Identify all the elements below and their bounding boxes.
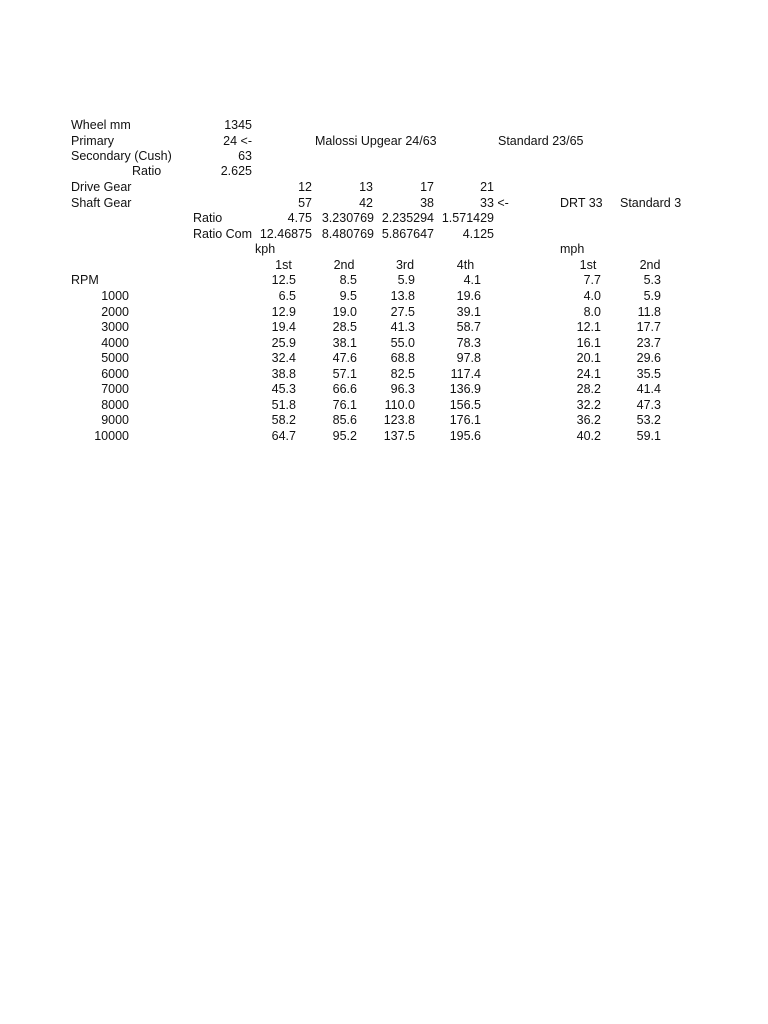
kph-cell: 156.5 — [449, 398, 481, 412]
rpm-row-kph-cell: 4.1 — [463, 273, 481, 287]
shaft-gear-cell: 57 — [298, 196, 312, 210]
rpm-value: 5000 — [101, 351, 129, 365]
kph-cell: 195.6 — [449, 429, 481, 443]
kph-cell: 78.3 — [456, 336, 481, 350]
secondary-value: 63 — [238, 149, 252, 163]
mph-cell: 41.4 — [636, 382, 661, 396]
kph-header-4th: 4th — [456, 258, 475, 272]
kph-cell: 19.6 — [456, 289, 481, 303]
kph-header-1st: 1st — [275, 258, 292, 272]
kph-cell: 19.4 — [271, 320, 296, 334]
rpm-value: 4000 — [101, 336, 129, 350]
gear-ratio-cell: 1.571429 — [441, 211, 494, 225]
mph-cell: 16.1 — [576, 336, 601, 350]
ratio-com-cell: 4.125 — [462, 227, 494, 241]
mph-cell: 53.2 — [636, 413, 661, 427]
rpm-row-mph-cell: 5.3 — [643, 273, 661, 287]
ratio-com-label: Ratio Com — [193, 227, 253, 241]
kph-cell: 45.3 — [271, 382, 296, 396]
kph-cell: 66.6 — [332, 382, 357, 396]
kph-cell: 47.6 — [332, 351, 357, 365]
rpm-label: RPM — [71, 273, 99, 287]
shaft-gear-cell: 42 — [359, 196, 373, 210]
kph-header-2nd: 2nd — [333, 258, 355, 272]
mph-cell: 28.2 — [576, 382, 601, 396]
kph-cell: 32.4 — [271, 351, 296, 365]
rpm-row-kph-cell: 5.9 — [397, 273, 415, 287]
mph-cell: 24.1 — [576, 367, 601, 381]
rpm-value: 9000 — [101, 413, 129, 427]
shaft-gear-cell: 38 — [420, 196, 434, 210]
rpm-value: 10000 — [94, 429, 129, 443]
gear-ratio-cell: 3.230769 — [321, 211, 374, 225]
wheel-label: Wheel mm — [71, 118, 131, 132]
kph-cell: 85.6 — [332, 413, 357, 427]
ratio-com-cell: 8.480769 — [321, 227, 374, 241]
kph-cell: 51.8 — [271, 398, 296, 412]
rpm-value: 2000 — [101, 305, 129, 319]
shaft-note-drt: DRT 33 — [560, 196, 603, 210]
wheel-value: 1345 — [224, 118, 252, 132]
rpm-value: 3000 — [101, 320, 129, 334]
kph-cell: 76.1 — [332, 398, 357, 412]
mph-cell: 5.9 — [643, 289, 661, 303]
mph-cell: 36.2 — [576, 413, 601, 427]
kph-cell: 176.1 — [449, 413, 481, 427]
primary-note-standard: Standard 23/65 — [498, 134, 584, 148]
mph-cell: 8.0 — [583, 305, 601, 319]
kph-cell: 82.5 — [390, 367, 415, 381]
mph-label: mph — [560, 242, 585, 256]
mph-cell: 59.1 — [636, 429, 661, 443]
kph-cell: 57.1 — [332, 367, 357, 381]
kph-cell: 12.9 — [271, 305, 296, 319]
drive-gear-cell: 13 — [359, 180, 373, 194]
kph-cell: 28.5 — [332, 320, 357, 334]
shaft-note-standard: Standard 3 — [620, 196, 682, 210]
kph-cell: 38.8 — [271, 367, 296, 381]
primary-note-malossi: Malossi Upgear 24/63 — [315, 134, 437, 148]
kph-cell: 136.9 — [449, 382, 481, 396]
gear-ratio-label: Ratio — [193, 211, 223, 225]
shaft-gear-cell: 33 <- — [480, 196, 509, 210]
ratio-com-cell: 12.46875 — [259, 227, 312, 241]
mph-cell: 32.2 — [576, 398, 601, 412]
mph-cell: 35.5 — [636, 367, 661, 381]
mph-cell: 4.0 — [583, 289, 601, 303]
rpm-value: 8000 — [101, 398, 129, 412]
kph-cell: 68.8 — [390, 351, 415, 365]
rpm-value: 7000 — [101, 382, 129, 396]
mph-cell: 47.3 — [636, 398, 661, 412]
drive-gear-cell: 17 — [420, 180, 434, 194]
kph-cell: 55.0 — [390, 336, 415, 350]
kph-cell: 117.4 — [450, 367, 481, 381]
mph-cell: 20.1 — [576, 351, 601, 365]
kph-cell: 27.5 — [390, 305, 415, 319]
kph-cell: 123.8 — [383, 413, 415, 427]
ratio-com-cell: 5.867647 — [381, 227, 434, 241]
setup-ratio-value: 2.625 — [220, 164, 252, 178]
mph-cell: 17.7 — [636, 320, 661, 334]
kph-cell: 137.5 — [383, 429, 415, 443]
mph-cell: 40.2 — [576, 429, 601, 443]
mph-cell: 23.7 — [636, 336, 661, 350]
kph-cell: 58.7 — [456, 320, 481, 334]
kph-cell: 64.7 — [271, 429, 296, 443]
rpm-value: 1000 — [101, 289, 129, 303]
drive-gear-cell: 12 — [298, 180, 312, 194]
rpm-row-mph-cell: 7.7 — [583, 273, 601, 287]
setup-ratio-label: Ratio — [132, 164, 162, 178]
primary-label: Primary — [71, 134, 115, 148]
kph-cell: 38.1 — [332, 336, 357, 350]
mph-cell: 11.8 — [637, 305, 661, 319]
kph-cell: 6.5 — [278, 289, 296, 303]
kph-cell: 13.8 — [390, 289, 415, 303]
kph-label: kph — [255, 242, 276, 256]
shaft-gear-label: Shaft Gear — [71, 196, 132, 210]
mph-cell: 12.1 — [576, 320, 601, 334]
kph-cell: 58.2 — [271, 413, 296, 427]
kph-cell: 97.8 — [456, 351, 481, 365]
kph-header-3rd: 3rd — [395, 258, 415, 272]
mph-header-2nd: 2nd — [639, 258, 661, 272]
rpm-value: 6000 — [101, 367, 129, 381]
mph-cell: 29.6 — [636, 351, 661, 365]
kph-cell: 9.5 — [339, 289, 357, 303]
kph-cell: 39.1 — [456, 305, 481, 319]
drive-gear-cell: 21 — [480, 180, 494, 194]
gear-ratio-cell: 4.75 — [287, 211, 312, 225]
drive-gear-label: Drive Gear — [71, 180, 132, 194]
primary-value: 24 <- — [223, 134, 252, 148]
mph-header-1st: 1st — [579, 258, 597, 272]
kph-cell: 25.9 — [271, 336, 296, 350]
gear-ratio-cell: 2.235294 — [381, 211, 434, 225]
secondary-label: Secondary (Cush) — [71, 149, 172, 163]
kph-cell: 41.3 — [390, 320, 415, 334]
kph-cell: 96.3 — [390, 382, 415, 396]
kph-cell: 19.0 — [332, 305, 357, 319]
kph-cell: 95.2 — [332, 429, 357, 443]
kph-cell: 110.0 — [384, 398, 415, 412]
rpm-row-kph-cell: 12.5 — [271, 273, 296, 287]
rpm-row-kph-cell: 8.5 — [339, 273, 357, 287]
